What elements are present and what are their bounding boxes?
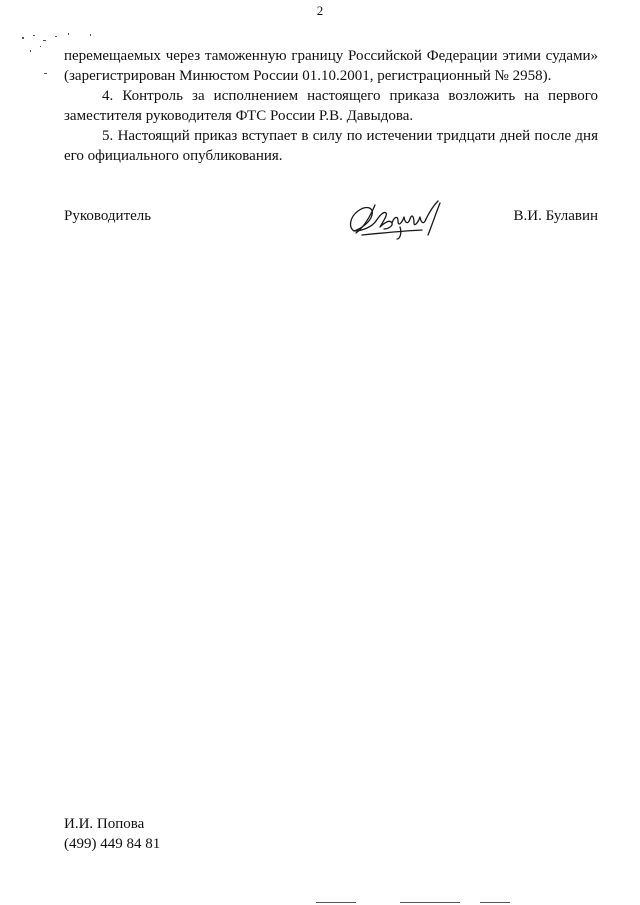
paragraph-item-4: 4. Контроль за исполнением настоящего приказа возложить на первого заместителя руководителя ФТС России Р.В. Давыдова. (64, 88, 598, 124)
document-body (64, 46, 598, 166)
executor-contact (64, 814, 160, 854)
executor-phone: (499) 449 84 81 (64, 836, 161, 852)
signatory-role: Руководитель (64, 208, 152, 224)
paragraph-item-5: 5. Настоящий приказ вступает в силу по истечении тридцати дней после дня его официального опубликования. (64, 128, 598, 164)
signatory-name: В.И. Булавин (513, 208, 598, 224)
signature-block (64, 203, 598, 243)
page-number: 2 (316, 3, 324, 18)
paragraph-continuation: перемещаемых через таможенную границу Российской Федерации этими судами» (зарегистрирован Минюстом России 01.10.2001, регистрационный № 2958). (64, 48, 598, 84)
executor-name: И.И. Попова (64, 816, 145, 832)
handwritten-signature (342, 197, 446, 241)
